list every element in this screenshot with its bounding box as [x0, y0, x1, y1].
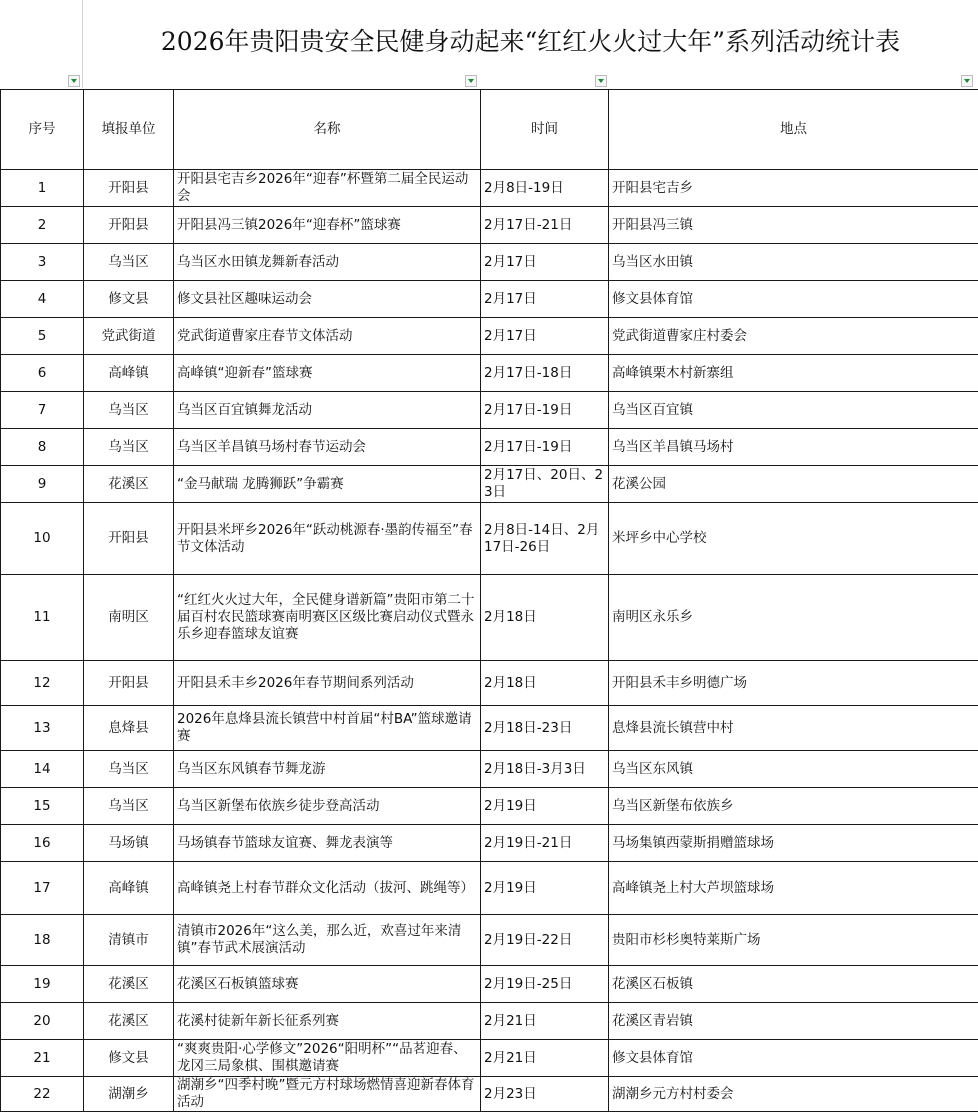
table-row — [1, 1040, 978, 1077]
table-row — [1, 751, 978, 788]
cell-place[interactable]: 党武街道曹家庄村委会 — [609, 318, 978, 355]
table-row — [1, 825, 978, 862]
cell-place[interactable]: 贵阳市杉杉奥特莱斯广场 — [609, 915, 978, 966]
cell-no[interactable]: 15 — [1, 788, 84, 825]
cell-unit[interactable]: 开阳县 — [84, 661, 174, 706]
cell-no[interactable]: 22 — [1, 1077, 84, 1112]
cell-unit[interactable]: 马场镇 — [84, 825, 174, 862]
table-row — [1, 915, 978, 966]
cell-place[interactable]: 乌当区新堡布依族乡 — [609, 788, 978, 825]
cell-no[interactable]: 2 — [1, 207, 84, 244]
cell-no[interactable]: 5 — [1, 318, 84, 355]
cell-no[interactable]: 16 — [1, 825, 84, 862]
cell-time[interactable]: 2月18日 — [481, 661, 609, 706]
cell-unit[interactable]: 乌当区 — [84, 788, 174, 825]
cell-place[interactable]: 湖潮乡元方村村委会 — [609, 1077, 978, 1112]
cell-time[interactable]: 2月21日 — [481, 1003, 609, 1040]
cell-place[interactable]: 米坪乡中心学校 — [609, 503, 978, 575]
cell-place[interactable]: 乌当区东风镇 — [609, 751, 978, 788]
cell-unit[interactable]: 清镇市 — [84, 915, 174, 966]
filter-dropdown-icon[interactable] — [595, 75, 607, 87]
header-row — [1, 90, 978, 170]
cell-place[interactable]: 花溪公园 — [609, 466, 978, 503]
cell-no[interactable]: 6 — [1, 355, 84, 392]
cell-time[interactable]: 2月19日-22日 — [481, 915, 609, 966]
cell-place[interactable]: 花溪区青岩镇 — [609, 1003, 978, 1040]
cell-no[interactable]: 8 — [1, 429, 84, 466]
header-unit: 填报单位 — [84, 90, 174, 170]
table-row — [1, 661, 978, 706]
cell-no[interactable]: 12 — [1, 661, 84, 706]
cell-name[interactable]: 高峰镇尧上村春节群众文化活动（拔河、跳绳等） — [174, 862, 481, 915]
table-row — [1, 244, 978, 281]
cell-name[interactable]: 马场镇春节篮球友谊赛、舞龙表演等 — [174, 825, 481, 862]
cell-no[interactable]: 21 — [1, 1040, 84, 1077]
cell-name[interactable]: 开阳县禾丰乡2026年春节期间系列活动 — [174, 661, 481, 706]
table-row — [1, 575, 978, 661]
cell-name[interactable]: 花溪村徒新年新长征系列赛 — [174, 1003, 481, 1040]
cell-time[interactable]: 2月17日-19日 — [481, 429, 609, 466]
cell-name[interactable]: 乌当区东风镇春节舞龙游 — [174, 751, 481, 788]
cell-no[interactable]: 17 — [1, 862, 84, 915]
table-row — [1, 966, 978, 1003]
table-row — [1, 1077, 978, 1112]
cell-no[interactable]: 18 — [1, 915, 84, 966]
table-row — [1, 318, 978, 355]
cell-unit[interactable]: 乌当区 — [84, 392, 174, 429]
cell-time[interactable]: 2月23日 — [481, 1077, 609, 1112]
cell-place[interactable]: 高峰镇尧上村大芦坝篮球场 — [609, 862, 978, 915]
cell-unit[interactable]: 湖潮乡 — [84, 1077, 174, 1112]
cell-name[interactable]: 乌当区羊昌镇马场村春节运动会 — [174, 429, 481, 466]
cell-name[interactable]: 开阳县冯三镇2026年“迎春杯”篮球赛 — [174, 207, 481, 244]
cell-time[interactable]: 2月8日-19日 — [481, 170, 609, 207]
cell-unit[interactable]: 花溪区 — [84, 466, 174, 503]
cell-name[interactable]: 开阳县米坪乡2026年“跃动桃源春·墨韵传福至”春节文体活动 — [174, 503, 481, 575]
cell-no[interactable]: 13 — [1, 706, 84, 751]
cell-time[interactable]: 2月21日 — [481, 1040, 609, 1077]
table-row — [1, 281, 978, 318]
cell-no[interactable]: 3 — [1, 244, 84, 281]
cell-time[interactable]: 2月17日-21日 — [481, 207, 609, 244]
cell-unit[interactable]: 高峰镇 — [84, 355, 174, 392]
cell-name[interactable]: 修文县社区趣味运动会 — [174, 281, 481, 318]
cell-name[interactable]: “金马献瑞 龙腾狮跃”争霸赛 — [174, 466, 481, 503]
cell-time[interactable]: 2月19日-25日 — [481, 966, 609, 1003]
cell-time[interactable]: 2月17日 — [481, 318, 609, 355]
cell-time[interactable]: 2月17日、20日、23日 — [481, 466, 609, 503]
cell-time[interactable]: 2月18日 — [481, 575, 609, 661]
cell-name[interactable]: 乌当区新堡布依族乡徒步登高活动 — [174, 788, 481, 825]
title-row — [0, 0, 978, 88]
filter-dropdown-icon[interactable] — [465, 75, 477, 87]
cell-place[interactable]: 修文县体育馆 — [609, 1040, 978, 1077]
cell-place[interactable]: 南明区永乐乡 — [609, 575, 978, 661]
table-row — [1, 706, 978, 751]
cell-name[interactable]: 湖潮乡“四季村晚”暨元方村球场燃情喜迎新春体育活动 — [174, 1077, 481, 1112]
table-row — [1, 355, 978, 392]
cell-place[interactable]: 乌当区水田镇 — [609, 244, 978, 281]
page-title: 2026年贵阳贵安全民健身动起来“红红火火过大年”系列活动统计表 — [160, 27, 901, 56]
cell-name[interactable]: 开阳县宅吉乡2026年“迎春”杯暨第二届全民运动会 — [174, 170, 481, 207]
cell-name[interactable]: 乌当区百宜镇舞龙活动 — [174, 392, 481, 429]
cell-unit[interactable]: 乌当区 — [84, 244, 174, 281]
cell-place[interactable]: 修文县体育馆 — [609, 281, 978, 318]
table-row — [1, 862, 978, 915]
cell-time[interactable]: 2月17日-19日 — [481, 392, 609, 429]
cell-place[interactable]: 开阳县宅吉乡 — [609, 170, 978, 207]
cell-place[interactable]: 开阳县冯三镇 — [609, 207, 978, 244]
cell-unit[interactable]: 开阳县 — [84, 503, 174, 575]
cell-unit[interactable]: 花溪区 — [84, 966, 174, 1003]
cell-time[interactable]: 2月19日 — [481, 862, 609, 915]
table-row — [1, 392, 978, 429]
cell-unit[interactable]: 花溪区 — [84, 1003, 174, 1040]
header-name: 名称 — [174, 90, 481, 170]
cell-time[interactable]: 2月17日 — [481, 244, 609, 281]
cell-place[interactable]: 马场集镇西蒙斯捐赠篮球场 — [609, 825, 978, 862]
cell-unit[interactable]: 党武街道 — [84, 318, 174, 355]
cell-time[interactable]: 2月19日 — [481, 788, 609, 825]
cell-unit[interactable]: 修文县 — [84, 1040, 174, 1077]
cell-name[interactable]: 清镇市2026年“这么美，那么近，欢喜过年来清镇”春节武术展演活动 — [174, 915, 481, 966]
table-row — [1, 429, 978, 466]
filter-dropdown-icon[interactable] — [68, 75, 80, 87]
cell-no[interactable]: 20 — [1, 1003, 84, 1040]
cell-no[interactable]: 14 — [1, 751, 84, 788]
cell-place[interactable]: 开阳县禾丰乡明德广场 — [609, 661, 978, 706]
table-body — [1, 170, 978, 1112]
cell-unit[interactable]: 乌当区 — [84, 751, 174, 788]
cell-name[interactable]: “红红火火过大年，全民健身谱新篇”贵阳市第二十届百村农民篮球赛南明赛区区级比赛启动仪式暨永乐乡迎春篮球友谊赛 — [174, 575, 481, 661]
table-row — [1, 503, 978, 575]
header-place: 地点 — [609, 90, 978, 170]
table-row — [1, 788, 978, 825]
cell-time[interactable]: 2月17日-18日 — [481, 355, 609, 392]
cell-no[interactable]: 1 — [1, 170, 84, 207]
cell-time[interactable]: 2月18日-23日 — [481, 706, 609, 751]
cell-time[interactable]: 2月19日-21日 — [481, 825, 609, 862]
table-row — [1, 1003, 978, 1040]
header-time: 时间 — [481, 90, 609, 170]
cell-place[interactable]: 乌当区羊昌镇马场村 — [609, 429, 978, 466]
cell-no[interactable]: 4 — [1, 281, 84, 318]
cell-no[interactable]: 19 — [1, 966, 84, 1003]
cell-unit[interactable]: 乌当区 — [84, 429, 174, 466]
cell-place[interactable]: 息烽县流长镇营中村 — [609, 706, 978, 751]
cell-no[interactable]: 10 — [1, 503, 84, 575]
table-row — [1, 466, 978, 503]
cell-no[interactable]: 9 — [1, 466, 84, 503]
cell-name[interactable]: 高峰镇“迎新春”篮球赛 — [174, 355, 481, 392]
cell-unit[interactable]: 开阳县 — [84, 170, 174, 207]
cell-place[interactable]: 花溪区石板镇 — [609, 966, 978, 1003]
cell-time[interactable]: 2月8日-14日、2月17日-26日 — [481, 503, 609, 575]
cell-time[interactable]: 2月17日 — [481, 281, 609, 318]
header-no: 序号 — [1, 90, 84, 170]
table-row — [1, 207, 978, 244]
cell-unit[interactable]: 修文县 — [84, 281, 174, 318]
table-row — [1, 170, 978, 207]
cell-place[interactable]: 乌当区百宜镇 — [609, 392, 978, 429]
activity-table — [0, 89, 978, 1112]
cell-time[interactable]: 2月18日-3月3日 — [481, 751, 609, 788]
cell-name[interactable]: 花溪区石板镇篮球赛 — [174, 966, 481, 1003]
cell-name[interactable]: “爽爽贵阳·心学修文”2026“阳明杯”“品茗迎春、龙冈三局象棋、围棋邀请赛 — [174, 1040, 481, 1077]
cell-name[interactable]: 党武街道曹家庄春节文体活动 — [174, 318, 481, 355]
cell-unit[interactable]: 南明区 — [84, 575, 174, 661]
cell-unit[interactable]: 高峰镇 — [84, 862, 174, 915]
cell-place[interactable]: 高峰镇栗木村新寨组 — [609, 355, 978, 392]
cell-name[interactable]: 2026年息烽县流长镇营中村首届“村BA”篮球邀请赛 — [174, 706, 481, 751]
cell-unit[interactable]: 息烽县 — [84, 706, 174, 751]
cell-no[interactable]: 7 — [1, 392, 84, 429]
cell-name[interactable]: 乌当区水田镇龙舞新春活动 — [174, 244, 481, 281]
cell-unit[interactable]: 开阳县 — [84, 207, 174, 244]
filter-dropdown-icon[interactable] — [961, 75, 973, 87]
cell-no[interactable]: 11 — [1, 575, 84, 661]
